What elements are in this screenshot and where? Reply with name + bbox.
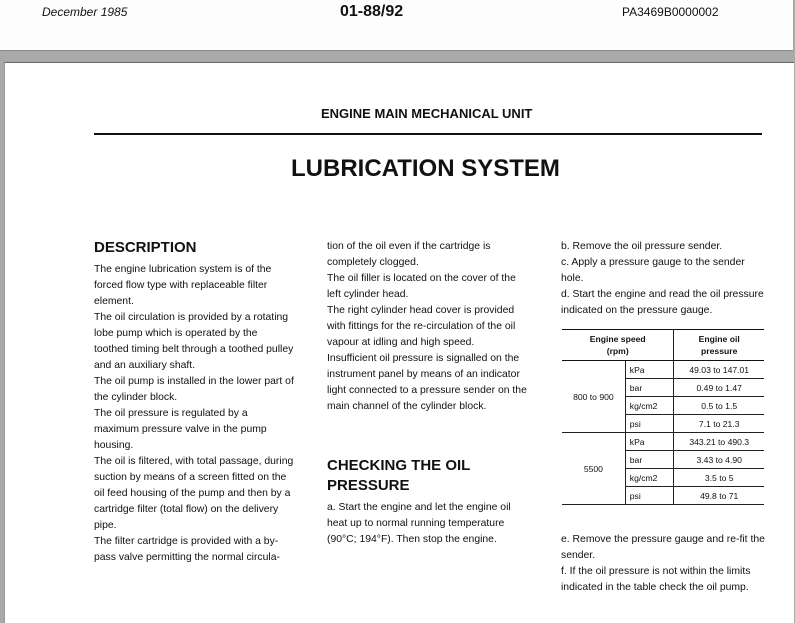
checking-heading-line: PRESSURE — [327, 477, 410, 494]
unit-title: ENGINE MAIN MECHANICAL UNIT — [321, 106, 533, 121]
steps-column — [561, 239, 769, 319]
header-page-number: 01-88/92 — [340, 3, 404, 20]
table-row — [562, 433, 764, 451]
value-cell: 3.43 to 4.90 — [674, 451, 764, 469]
checking-heading-line: CHECKING THE OIL — [327, 457, 471, 474]
unit-cell: kPa — [625, 361, 674, 379]
oil-pressure-table — [562, 329, 764, 505]
checking-step-a — [327, 500, 532, 548]
step-b-text: b. Remove the oil pressure sender. — [561, 241, 723, 252]
step-e-text: e. Remove the pressure gauge and re-fit the sender. — [561, 534, 765, 561]
step-a-text: a. Start the engine and let the engine oil heat up to normal running temperature (90°C; 194°F). Then stop the engine. — [327, 502, 511, 545]
unit-cell: psi — [625, 415, 674, 433]
unit-cell: bar — [625, 379, 674, 397]
page-title: LUBRICATION SYSTEM — [291, 155, 560, 182]
table-header-row — [562, 330, 764, 361]
unit-cell: kg/cm2 — [625, 469, 674, 487]
steps-bottom — [561, 532, 769, 596]
column-header-engine-speed — [562, 330, 674, 361]
value-cell: 7.1 to 21.3 — [674, 415, 764, 433]
middle-paragraph: Insufficient oil pressure is signalled on the instrument panel by means of an indicator light connected to a pressure sender on the main channel of the cylinder block. — [327, 353, 527, 412]
value-cell: 3.5 to 5 — [674, 469, 764, 487]
column-header-oil-pressure — [674, 330, 764, 361]
description-column — [94, 239, 294, 566]
step-f-text: f. If the oil pressure is not within the limits indicated in the table check the oil pump. — [561, 566, 751, 593]
header-reference: PA3469B0000002 — [622, 5, 719, 19]
value-cell: 49.8 to 71 — [674, 487, 764, 505]
description-paragraph: The filter cartridge is provided with a by-pass valve permitting the normal circula- — [94, 536, 280, 563]
speed-cell: 800 to 900 — [562, 361, 625, 433]
unit-cell: bar — [625, 451, 674, 469]
middle-paragraph: tion of the oil even if the cartridge is completely clogged. — [327, 241, 491, 268]
value-cell: 343.21 to 490.3 — [674, 433, 764, 451]
header-text: pressure — [701, 346, 738, 356]
document-page — [4, 62, 794, 623]
description-paragraph: The engine lubrication system is of the forced flow type with replaceable filter element. — [94, 264, 272, 307]
value-cell: 0.5 to 1.5 — [674, 397, 764, 415]
header-text: Engine oil — [698, 334, 740, 344]
middle-paragraph: The right cylinder head cover is provided with fittings for the re-circulation of the oil vapour at idling and high speed. — [327, 305, 516, 348]
table-row — [562, 361, 764, 379]
checking-heading — [327, 456, 532, 496]
unit-cell: kPa — [625, 433, 674, 451]
header-date: December 1985 — [42, 5, 128, 19]
value-cell: 0.49 to 1.47 — [674, 379, 764, 397]
step-d-text: d. Start the engine and read the oil pressure indicated on the pressure gauge. — [561, 289, 764, 316]
description-heading: DESCRIPTION — [94, 239, 197, 256]
description-paragraph: The oil circulation is provided by a rotating lobe pump which is operated by the toothed timing belt through a toothed pulley and an auxiliary shaft. — [94, 312, 294, 371]
speed-cell: 5500 — [562, 433, 625, 505]
value-cell: 49.03 to 147.01 — [674, 361, 764, 379]
middle-column — [327, 239, 532, 415]
unit-cell: kg/cm2 — [625, 397, 674, 415]
step-c-text: c. Apply a pressure gauge to the sender hole. — [561, 257, 745, 284]
unit-cell: psi — [625, 487, 674, 505]
description-paragraph: The oil pressure is regulated by a maximum pressure valve in the pump housing. — [94, 408, 267, 451]
description-paragraph: The oil is filtered, with total passage, during suction by means of a screen fitted on the oil feed housing of the pump and then by a cartridge filter (total flow) on the delivery pipe. — [94, 456, 294, 531]
header-text: (rpm) — [606, 346, 629, 356]
previous-page-strip — [0, 0, 793, 51]
header-text: Engine speed — [589, 334, 646, 344]
title-rule — [94, 133, 762, 135]
middle-paragraph: The oil filler is located on the cover of the left cylinder head. — [327, 273, 516, 300]
description-paragraph: The oil pump is installed in the lower part of the cylinder block. — [94, 376, 294, 403]
